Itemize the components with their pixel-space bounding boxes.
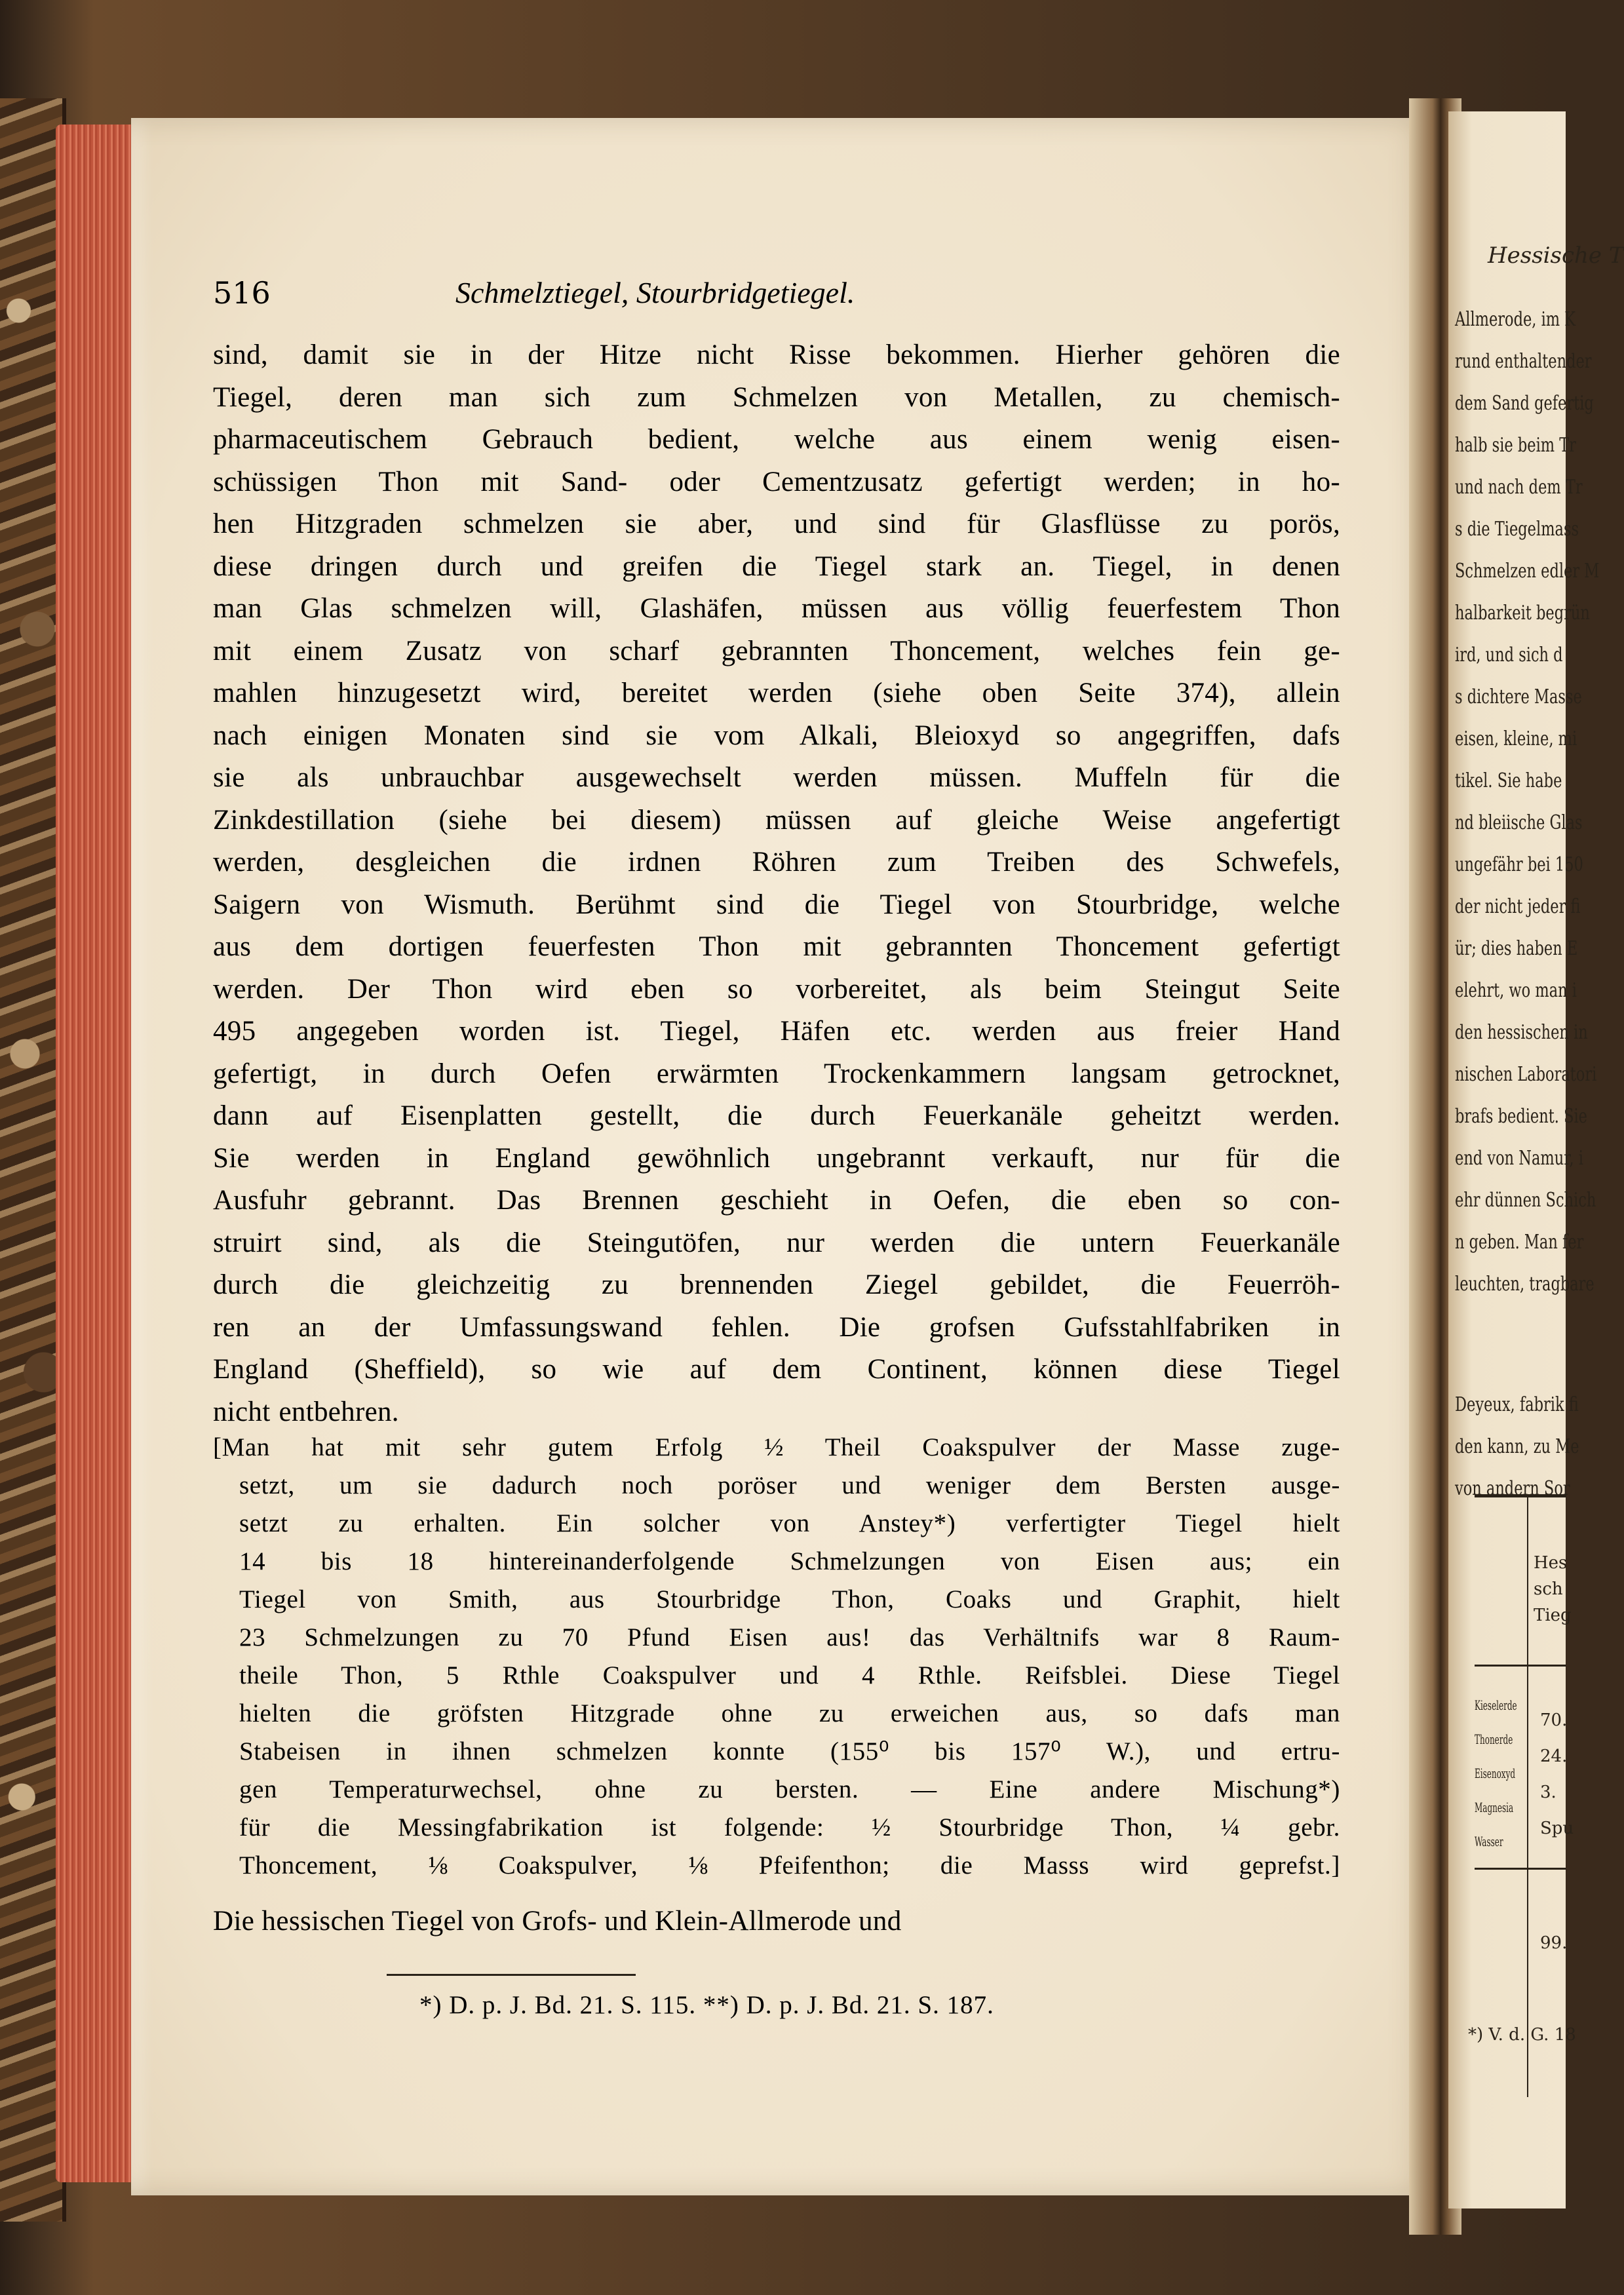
text-line: nicht entbehren. (213, 1396, 399, 1427)
text-line: durch die gleichzeitig zu brennenden Ziegel gebildet, die Feuerröh- (213, 1269, 1340, 1300)
right-table-value: 3. (1540, 1783, 1556, 1802)
text-line: sie als unbrauchbar ausgewechselt werden müssen. Muffeln für die (213, 762, 1340, 793)
note-line: hielten die gröfsten Hitzgrade ohne zu erweichen aus, so dafs man (239, 1699, 1340, 1727)
right-page-line: den hessischen in (1455, 1021, 1588, 1044)
right-page-line: nd bleiische Glas (1455, 811, 1583, 834)
note-line: für die Messingfabrikation ist folgende: ½ Stourbridge Thon, ¼ gebr. (239, 1813, 1340, 1842)
text-line: struirt sind, als die Steingutöfen, nur werden die untern Feuerkanäle (213, 1227, 1340, 1258)
right-page-line: von andern Sor (1455, 1477, 1570, 1500)
text-line: aus dem dortigen feuerfesten Thon mit gebrannten Thoncement gefertigt (213, 931, 1340, 962)
text-line: Zinkdestillation (siehe bei diesem) müssen auf gleiche Weise angefertigt (213, 804, 1340, 836)
right-page-line: nischen Laboratori (1455, 1063, 1597, 1086)
text-line: schüssigen Thon mit Sand- oder Cementzusatz gefertigt werden; in ho- (213, 466, 1340, 497)
right-page-line: der nicht jeder fi (1455, 895, 1581, 918)
text-line: gefertigt, in durch Oefen erwärmten Trockenkammern langsam getrocknet, (213, 1058, 1340, 1089)
right-page-line: und nach dem Tr (1455, 476, 1583, 499)
right-page-line: eisen, kleine, mi (1455, 727, 1577, 750)
note-line: gen Temperaturwechsel, ohne zu bersten. — Eine andere Mischung*) (239, 1775, 1340, 1803)
text-line: Sie werden in England gewöhnlich ungebrannt verkauft, nur für die (213, 1142, 1340, 1174)
note-line: setzt zu erhalten. Ein solcher von Anstey*) verfertigter Tiegel hielt (239, 1509, 1340, 1537)
main-paragraph (213, 334, 1340, 1433)
note-line: setzt, um sie dadurch noch poröser und weniger dem Bersten ausge- (239, 1471, 1340, 1499)
note-line: Stabeisen in ihnen schmelzen konnte (155⁰ bis 157⁰ W.), und ertru- (239, 1737, 1340, 1765)
right-table-total: 99. (1540, 1933, 1568, 1953)
right-page-line: Allmerode, im K (1455, 308, 1576, 331)
note-line: Tiegel von Smith, aus Stourbridge Thon, Coaks und Graphit, hielt (239, 1585, 1340, 1613)
note-line: Thoncement, ⅛ Coakspulver, ⅛ Pfeifenthon; die Masss wird geprefst.] (239, 1851, 1340, 1880)
text-line: Saigern von Wismuth. Berühmt sind die Tiegel von Stourbridge, welche (213, 889, 1340, 920)
right-page-line: dem Sand gefertig (1455, 392, 1594, 415)
bracketed-note (213, 1429, 1340, 1885)
page-number: 516 (213, 275, 271, 311)
final-line: Die hessischen Tiegel von Grofs- und Klein-Allmerode und (213, 1906, 902, 1937)
right-page-line: s die Tiegelmass (1455, 518, 1579, 541)
text-line: hen Hitzgraden schmelzen sie aber, und sind für Glasflüsse zu porös, (213, 509, 1340, 539)
right-page-line: Schmelzen edler M (1455, 560, 1600, 583)
right-table-header-cell: sch (1534, 1579, 1563, 1599)
right-page-line: halb sie beim Tr (1455, 434, 1577, 457)
right-table-value: 70. (1540, 1710, 1568, 1730)
right-page-line: leuchten, tragbare (1455, 1273, 1595, 1296)
right-page-footnote: *) V. d. G. 18 (1468, 2025, 1576, 2045)
note-line: theile Thon, 5 Rthle Coakspulver und 4 Rthle. Reifsblei. Diese Tiegel (239, 1661, 1340, 1689)
text-line: werden, desgleichen die irdnen Röhren zum Treiben des Schwefels, (213, 847, 1340, 878)
text-line: mahlen hinzugesetzt wird, bereitet werden (siehe oben Seite 374), allein (213, 678, 1340, 708)
page-header (213, 275, 1340, 328)
text-line: Ausfuhr gebrannt. Das Brennen geschieht in Oefen, die eben so con- (213, 1185, 1340, 1216)
text-line: man Glas schmelzen will, Glashäfen, müssen aus völlig feuerfestem Thon (213, 593, 1340, 624)
right-page-line: elehrt, wo man i (1455, 979, 1577, 1002)
footnote-rule (387, 1974, 636, 1976)
right-table-row-label: Magnesia (1475, 1800, 1514, 1815)
right-table-row-label: Eisenoxyd (1475, 1765, 1516, 1781)
right-table-header-cell: Tieg (1534, 1606, 1572, 1625)
page-edges (56, 125, 138, 2182)
right-page-line: ür; dies haben E (1455, 937, 1578, 960)
right-table-column-rule (1527, 1494, 1528, 2097)
text-line: sind, damit sie in der Hitze nicht Risse bekommen. Hierher gehören die (213, 339, 1340, 370)
right-page-line: tikel. Sie habe (1455, 769, 1562, 792)
text-line: 495 angegeben worden ist. Tiegel, Häfen etc. werden aus freier Hand (213, 1016, 1340, 1047)
text-line: dann auf Eisenplatten gestellt, die durch Feuerkanäle geheitzt werden. (213, 1100, 1340, 1131)
right-page-line: Deyeux, fabrik fi (1455, 1393, 1579, 1416)
right-table-body-rule (1475, 1868, 1566, 1870)
right-page-line: n geben. Man fer (1455, 1231, 1584, 1254)
right-table-row-label: Kieselerde (1475, 1697, 1517, 1713)
text-line: ren an der Umfassungswand fehlen. Die grofsen Gufsstahlfabriken in (213, 1311, 1340, 1343)
right-page-line: ehr dünnen Schich (1455, 1189, 1596, 1212)
text-line: nach einigen Monaten sind sie vom Alkali, Bleioxyd so angegriffen, dafs (213, 720, 1340, 751)
right-page-line: brafs bedient. Sie (1455, 1105, 1587, 1128)
right-table-row-label: Thonerde (1475, 1731, 1513, 1747)
right-table-header-cell: Hes (1534, 1553, 1568, 1573)
text-line: diese dringen durch und greifen die Tiegel stark an. Tiegel, in denen (213, 550, 1340, 582)
text-line: pharmaceutischem Gebrauch bedient, welche aus einem wenig eisen- (213, 424, 1340, 455)
right-table-row-label: Wasser (1475, 1834, 1503, 1849)
right-page-line: rund enthaltender (1455, 350, 1592, 373)
note-line: 23 Schmelzungen zu 70 Pfund Eisen aus! das Verhältnifs war 8 Raum- (239, 1623, 1340, 1651)
right-page-line: ungefähr bei 150 (1455, 853, 1583, 876)
text-line: mit einem Zusatz von scharf gebrannten Thoncement, welches fein ge- (213, 635, 1340, 666)
note-line: [Man hat mit sehr gutem Erfolg ½ Theil Coakspulver der Masse zuge- (213, 1433, 1340, 1461)
footnote: *) D. p. J. Bd. 21. S. 115. **) D. p. J. Bd. 21. S. 187. (419, 1991, 994, 2019)
text-line: werden. Der Thon wird eben so vorbereitet, als beim Steingut Seite (213, 973, 1340, 1005)
text-line: England (Sheffield), so wie auf dem Continent, können diese Tiegel (213, 1354, 1340, 1385)
note-line: 14 bis 18 hintereinanderfolgende Schmelzungen von Eisen aus; ein (239, 1547, 1340, 1575)
right-page-line: halbarkeit begrün (1455, 602, 1590, 625)
right-table-header-rule (1475, 1665, 1566, 1667)
right-table-value: 24. (1540, 1746, 1568, 1766)
running-title: Schmelztiegel, Stourbridgetiegel. (455, 276, 855, 309)
text-line: Tiegel, deren man sich zum Schmelzen von Metallen, zu chemisch- (213, 381, 1340, 413)
right-page-line: den kann, zu Me (1455, 1435, 1579, 1458)
right-table-value: Spu (1540, 1819, 1574, 1838)
right-page (1448, 111, 1624, 2208)
right-page-line: s dichtere Masse (1455, 685, 1582, 708)
right-page-line: ird, und sich d (1455, 644, 1563, 666)
right-page-header: Hessische T (1488, 242, 1624, 269)
right-page-line: end von Namur, i (1455, 1147, 1583, 1170)
